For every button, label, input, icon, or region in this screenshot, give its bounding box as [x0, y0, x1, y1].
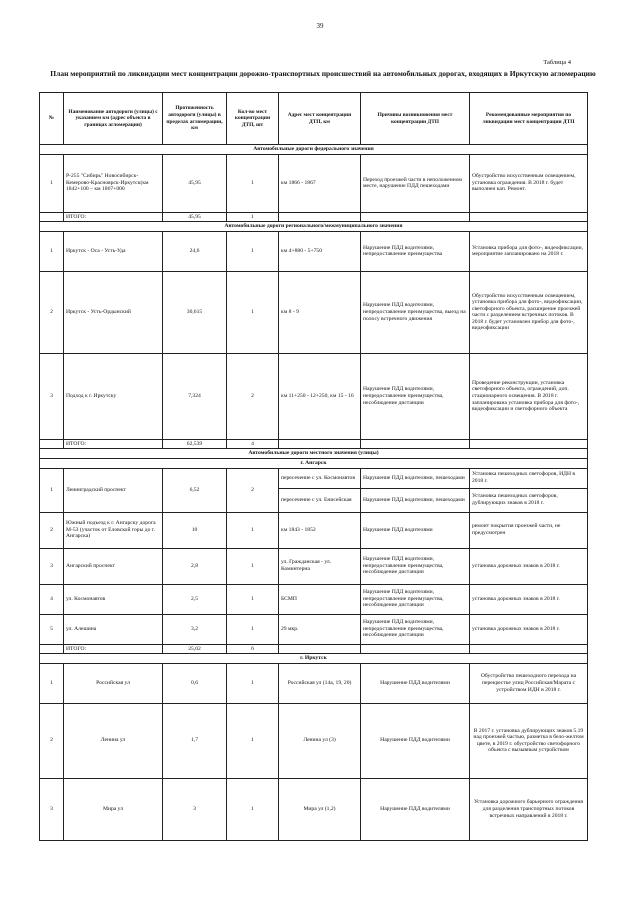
section-row	[40, 654, 588, 664]
cell-reasons: Нарушение ПДД водителями	[361, 663, 470, 703]
section-row	[40, 222, 588, 232]
cell-address: Российская ул (14а, 19, 20)	[279, 663, 361, 703]
total-count: 1	[227, 212, 279, 222]
cell-num: 3	[40, 353, 64, 439]
cell-measures: Установка пешеходных светофоров, ИДН в 2018 г.	[470, 468, 588, 488]
cell-address: ул. Гражданская - ул. Коминтерна	[279, 548, 361, 584]
cell-reasons: Нарушение ПДД водителями, непредоставление преимущества	[361, 231, 470, 271]
cell-count: 1	[227, 703, 279, 778]
cell-empty	[361, 644, 470, 654]
cell-length: 30,615	[163, 271, 227, 353]
cell-num: 2	[40, 512, 64, 548]
cell-road: Ленинградский проспект	[64, 468, 163, 512]
table-row	[40, 614, 588, 644]
cell-count: 1	[227, 548, 279, 584]
cell-measures: ремонт покрытия проезжей части, не предусмотрен	[470, 512, 588, 548]
cell-reasons: Нарушение ПДД водителями, непредоставление преимущества, несоблюдение дистанции	[361, 353, 470, 439]
table-row	[40, 468, 588, 488]
cell-length: 24,6	[163, 231, 227, 271]
cell-count: 1	[227, 154, 279, 212]
cell-num: 5	[40, 614, 64, 644]
cell-length: 0,6	[163, 663, 227, 703]
total-label: ИТОГО:	[64, 644, 163, 654]
cell-num: 1	[40, 468, 64, 512]
cell-count: 1	[227, 614, 279, 644]
cell-road: ул. Алешина	[64, 614, 163, 644]
table-row	[40, 663, 588, 703]
cell-length: 3,2	[163, 614, 227, 644]
total-length: 62,539	[163, 439, 227, 449]
cell-length: 7,324	[163, 353, 227, 439]
cell-num: 4	[40, 584, 64, 614]
cell-empty	[361, 439, 470, 449]
cell-empty	[40, 212, 64, 222]
cell-address: БСМП	[279, 584, 361, 614]
cell-num: 1	[40, 231, 64, 271]
cell-measures: Обустройство искусственным освещением, установка ограждения. В 2018 г. будет выполнен кап. Ремонт.	[470, 154, 588, 212]
section-row	[40, 458, 588, 468]
section-irkutsk: г. Иркутск	[40, 654, 588, 664]
cell-count: 2	[227, 468, 279, 512]
cell-length: 1,7	[163, 703, 227, 778]
cell-num: 1	[40, 663, 64, 703]
cell-address: км 1866 - 1867	[279, 154, 361, 212]
cell-num: 2	[40, 703, 64, 778]
cell-measures: Установка прибора для фото-, видеофиксации, мероприятие запланировано на 2018 г.	[470, 231, 588, 271]
cell-road: Ангарский проспект	[64, 548, 163, 584]
cell-empty	[470, 439, 588, 449]
cell-measures: Обустройство искусственным освещением, установка прибора для фото-, видеофиксации, светофорного объекта, расширение проезжей части с разделением встречных потоков. В 2018 г. будет установлен прибор для фото-, видеофиксации	[470, 271, 588, 353]
total-length: 45,95	[163, 212, 227, 222]
cell-length: 3	[163, 778, 227, 840]
cell-address: пересечение с ул. Енисейская	[279, 488, 361, 512]
cell-road: Мира ул	[64, 778, 163, 840]
header-reasons: Причины возникновения мест концентрации ДТП	[361, 93, 470, 145]
cell-empty	[279, 644, 361, 654]
cell-measures: Обустройство пешеходного перехода на перекрестке улиц Российская/Марата с устройством ИДН в 2018 г.	[470, 663, 588, 703]
cell-empty	[40, 439, 64, 449]
cell-reasons: Нарушение ПДД водителями, непредоставление преимущества, несоблюдение дистанции	[361, 548, 470, 584]
section-regional: Автомобильные дороги регионального/межмуниципального значения	[40, 222, 588, 232]
cell-reasons: Нарушение ПДД водителями, непредоставление преимущества, несоблюдение дистанции	[361, 584, 470, 614]
cell-reasons: Нарушение ПДД водителями	[361, 778, 470, 840]
total-count: 6	[227, 644, 279, 654]
cell-empty	[470, 644, 588, 654]
table-row	[40, 512, 588, 548]
cell-count: 2	[227, 353, 279, 439]
cell-length: 2,5	[163, 584, 227, 614]
section-angarsk: г. Ангарск	[40, 458, 588, 468]
total-row	[40, 644, 588, 654]
cell-reasons: Нарушение ПДД водителями	[361, 703, 470, 778]
total-length: 25,02	[163, 644, 227, 654]
cell-num: 3	[40, 548, 64, 584]
cell-length: 10	[163, 512, 227, 548]
header-road: Наименование автодороги (улицы) с указанием км (адрес объекта в границах агломерации)	[64, 93, 163, 145]
cell-num: 1	[40, 154, 64, 212]
cell-empty	[40, 644, 64, 654]
table-row	[40, 548, 588, 584]
cell-measures: Установка дорожного барьерного ограждения для разделения транспортных потоков встречных направлений в 2018 г.	[470, 778, 588, 840]
section-federal: Автомобильные дороги федерального значения	[40, 145, 588, 155]
cell-road: ул. Космонавтов	[64, 584, 163, 614]
header-address: Адрес мест концентрации ДТП, км	[279, 93, 361, 145]
table-row	[40, 353, 588, 439]
cell-address: пересечение с ул. Космонавтов	[279, 468, 361, 488]
section-local: Автомобильные дороги местного значения (улицы)	[40, 449, 588, 459]
cell-address: км 4+880 - 5+750	[279, 231, 361, 271]
cell-address: Ленина ул (3)	[279, 703, 361, 778]
section-row	[40, 449, 588, 459]
document-title: План мероприятий по ликвидации мест концентрации дорожно-транспортных происшествий на автомобильных дорогах, входящих в Иркутскую агломерацию	[50, 69, 596, 78]
cell-measures: установка дорожных знаков в 2018 г.	[470, 584, 588, 614]
cell-address: км 1843 - 1852	[279, 512, 361, 548]
cell-empty	[470, 212, 588, 222]
cell-count: 1	[227, 271, 279, 353]
cell-empty	[361, 212, 470, 222]
cell-reasons: Переход проезжей части в неположенном месте, нарушение ПДД пешеходами	[361, 154, 470, 212]
section-row	[40, 145, 588, 155]
cell-measures: Установка пешеходных светофоров, дублирующих знаков в 2018 г.	[470, 488, 588, 512]
header-count: Кол-во мест концентрации ДТП, шт	[227, 93, 279, 145]
cell-measures: В 2017 г. установка дублирующих знаков 5.19 над проезжей частью, разметка в бело-желтом цвете, в 2019 г. обустройство светофорного объекта с вызывным устройством	[470, 703, 588, 778]
table-row	[40, 271, 588, 353]
cell-count: 1	[227, 584, 279, 614]
total-row	[40, 439, 588, 449]
cell-road: Иркутск - Оса - Усть-Уда	[64, 231, 163, 271]
cell-road: Южный подъезд к г. Ангарску дорога М-53 (участок от Еловской горы до г. Ангарска)	[64, 512, 163, 548]
cell-count: 1	[227, 512, 279, 548]
cell-road: Р-255 "Сибирь" Новосибирск-Кемерово-Красноярск-Иркутск(км 1842+100 – км 1867+000	[64, 154, 163, 212]
cell-address: км 11+250 - 12+250, км 15 - 16	[279, 353, 361, 439]
table-row	[40, 584, 588, 614]
cell-count: 1	[227, 231, 279, 271]
cell-road: Российская ул	[64, 663, 163, 703]
cell-address: 29 мкр.	[279, 614, 361, 644]
table-row	[40, 778, 588, 840]
table-label: Таблица 4	[543, 59, 571, 66]
cell-measures: установка дорожных знаков в 2018 г.	[470, 548, 588, 584]
cell-road: Иркутск - Усть-Ордынский	[64, 271, 163, 353]
cell-length: 45,95	[163, 154, 227, 212]
cell-measures: Проведение реконструкции, установка светофорного объекта, ограждений, доп. стационарного освещения. В 2018 г. запланирована установка прибора для фото-, видеофиксации и светофорного объекта	[470, 353, 588, 439]
cell-address: км 8 - 9	[279, 271, 361, 353]
cell-reasons: Нарушение ПДД водителями, пешеходами	[361, 468, 470, 488]
cell-num: 2	[40, 271, 64, 353]
cell-empty	[279, 212, 361, 222]
table-row	[40, 703, 588, 778]
table-header-row	[40, 93, 588, 145]
cell-count: 1	[227, 663, 279, 703]
plan-table	[39, 92, 588, 841]
cell-reasons: Нарушение ПДД водителями	[361, 512, 470, 548]
cell-road: Подход к г. Иркутску	[64, 353, 163, 439]
header-length: Протяженность автодороги (улицы) в пределах агломерации, км	[163, 93, 227, 145]
table-row	[40, 154, 588, 212]
cell-num: 3	[40, 778, 64, 840]
table-row	[40, 231, 588, 271]
cell-address: Мира ул (1,2)	[279, 778, 361, 840]
cell-measures: установка дорожных знаков в 2018 г.	[470, 614, 588, 644]
total-count: 4	[227, 439, 279, 449]
cell-reasons: Нарушение ПДД водителями, непредоставление преимущества, выезд на полосу встречного движения	[361, 271, 470, 353]
header-num: №	[40, 93, 64, 145]
cell-reasons: Нарушение ПДД водителями, непредоставление преимущества, несоблюдение дистанции	[361, 614, 470, 644]
total-row	[40, 212, 588, 222]
cell-length: 2,8	[163, 548, 227, 584]
cell-empty	[279, 439, 361, 449]
page-number: 39	[316, 22, 324, 30]
cell-length: 6,52	[163, 468, 227, 512]
cell-road: Ленина ул	[64, 703, 163, 778]
header-measures: Рекомендованные мероприятия по ликвидации мест концентрации ДТП	[470, 93, 588, 145]
cell-count: 1	[227, 778, 279, 840]
total-label: ИТОГО:	[64, 439, 163, 449]
cell-reasons: Нарушение ПДД водителями, пешеходами	[361, 488, 470, 512]
total-label: ИТОГО:	[64, 212, 163, 222]
